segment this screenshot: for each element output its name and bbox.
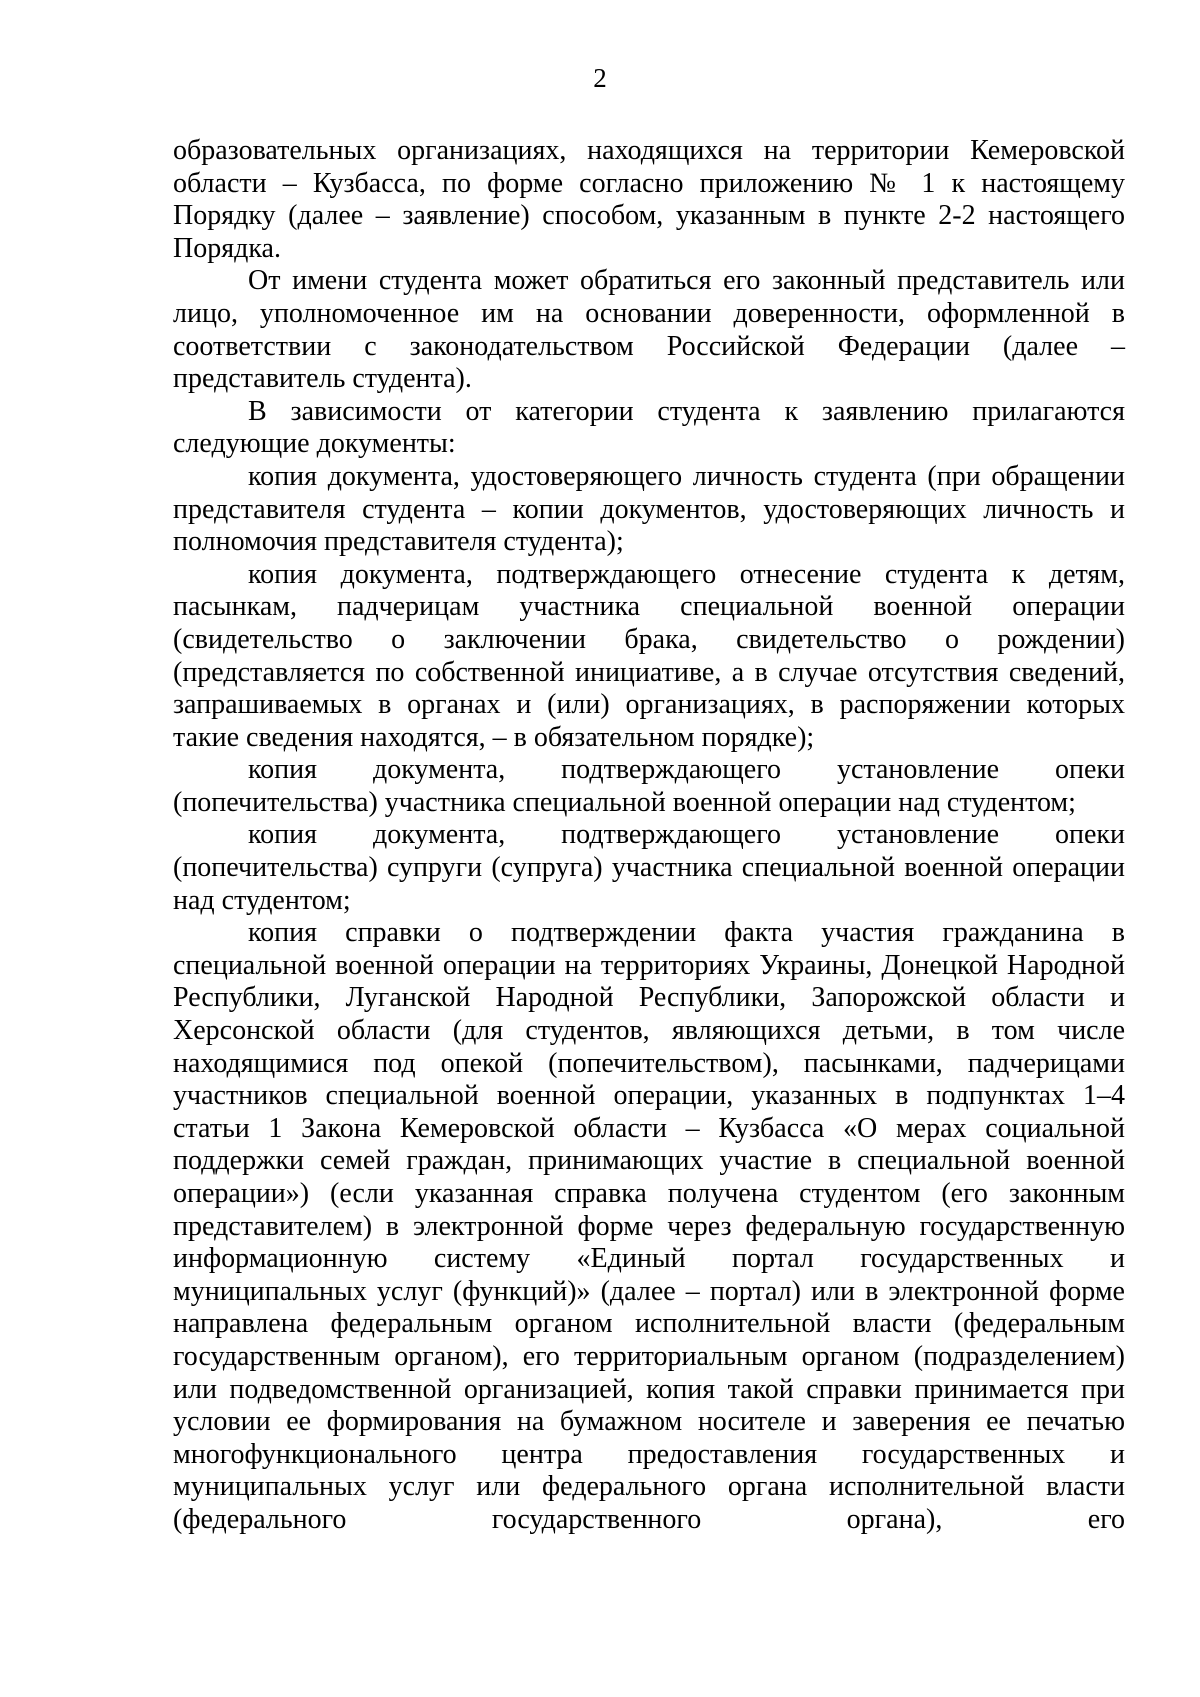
paragraph-guardianship-participant: копия документа, подтверждающего установление опеки (попечительства) участника специальной военной операции над студентом; (173, 754, 1125, 818)
document-body (173, 135, 1125, 1537)
paragraph-application-form: образовательных организациях, находящихся на территории Кемеровской области – Кузбасса, по форме согласно приложению № 1 к настоящему Порядку (далее – заявление) способом, указанным в пункте 2-2 настоящего Порядка. (173, 135, 1125, 264)
page-number: 2 (593, 63, 607, 93)
paragraph-kinship-document: копия документа, подтверждающего отнесение студента к детям, пасынкам, падчерицам участника специальной военной операции (свидетельство о заключении брака, свидетельство о рождении) (представляется по собственной инициативе, а в случае отсутствия сведений, запрашиваемых в органах и (или) организациях, в распоряжении которых такие сведения находятся, – в обязательном порядке); (173, 558, 1125, 753)
paragraph-identity-document: копия документа, удостоверяющего личность студента (при обращении представителя студента – копии документов, удостоверяющих личность и полномочия представителя студента); (173, 460, 1125, 558)
paragraph-representative: От имени студента может обратиться его законный представитель или лицо, уполномоченное им на основании доверенности, оформленной в соответствии с законодательством Российской Федерации (далее – представитель студента). (173, 265, 1125, 395)
paragraph-guardianship-spouse: копия документа, подтверждающего установление опеки (попечительства) супруги (супруга) участника специальной военной операции над студентом; (173, 819, 1125, 916)
paragraph-documents-intro: В зависимости от категории студента к заявлению прилагаются следующие документы: (173, 395, 1125, 460)
paragraph-participation-certificate: копия справки о подтверждении факта участия гражданина в специальной военной операции на территориях Украины, Донецкой Народной Республики, Луганской Народной Республики, Запорожской области и Херсонской области (для студентов, являющихся детьми, в том числе находящимися под опекой (попечительством), пасынками, падчерицами участников специальной военной операции, указанных в подпунктах 1–4 статьи 1 Закона Кемеровской области – Кузбасса «О мерах социальной поддержки семей граждан, принимающих участие в специальной военной операции») (если указанная справка получена студентом (его законным представителем) в электронной форме через федеральную государственную информационную систему «Единый портал государственных и муниципальных услуг (функций)» (далее – портал) или в электронной форме направлена федеральным органом исполнительной власти (федеральным государственным органом), его территориальным органом (подразделением) или подведомственной организацией, копия такой справки принимается при условии ее формирования на бумажном носителе и заверения ее печатью многофункционального центра предоставления государственных и муниципальных услуг или федерального органа исполнительной власти (федерального государственного органа), его (173, 917, 1125, 1535)
